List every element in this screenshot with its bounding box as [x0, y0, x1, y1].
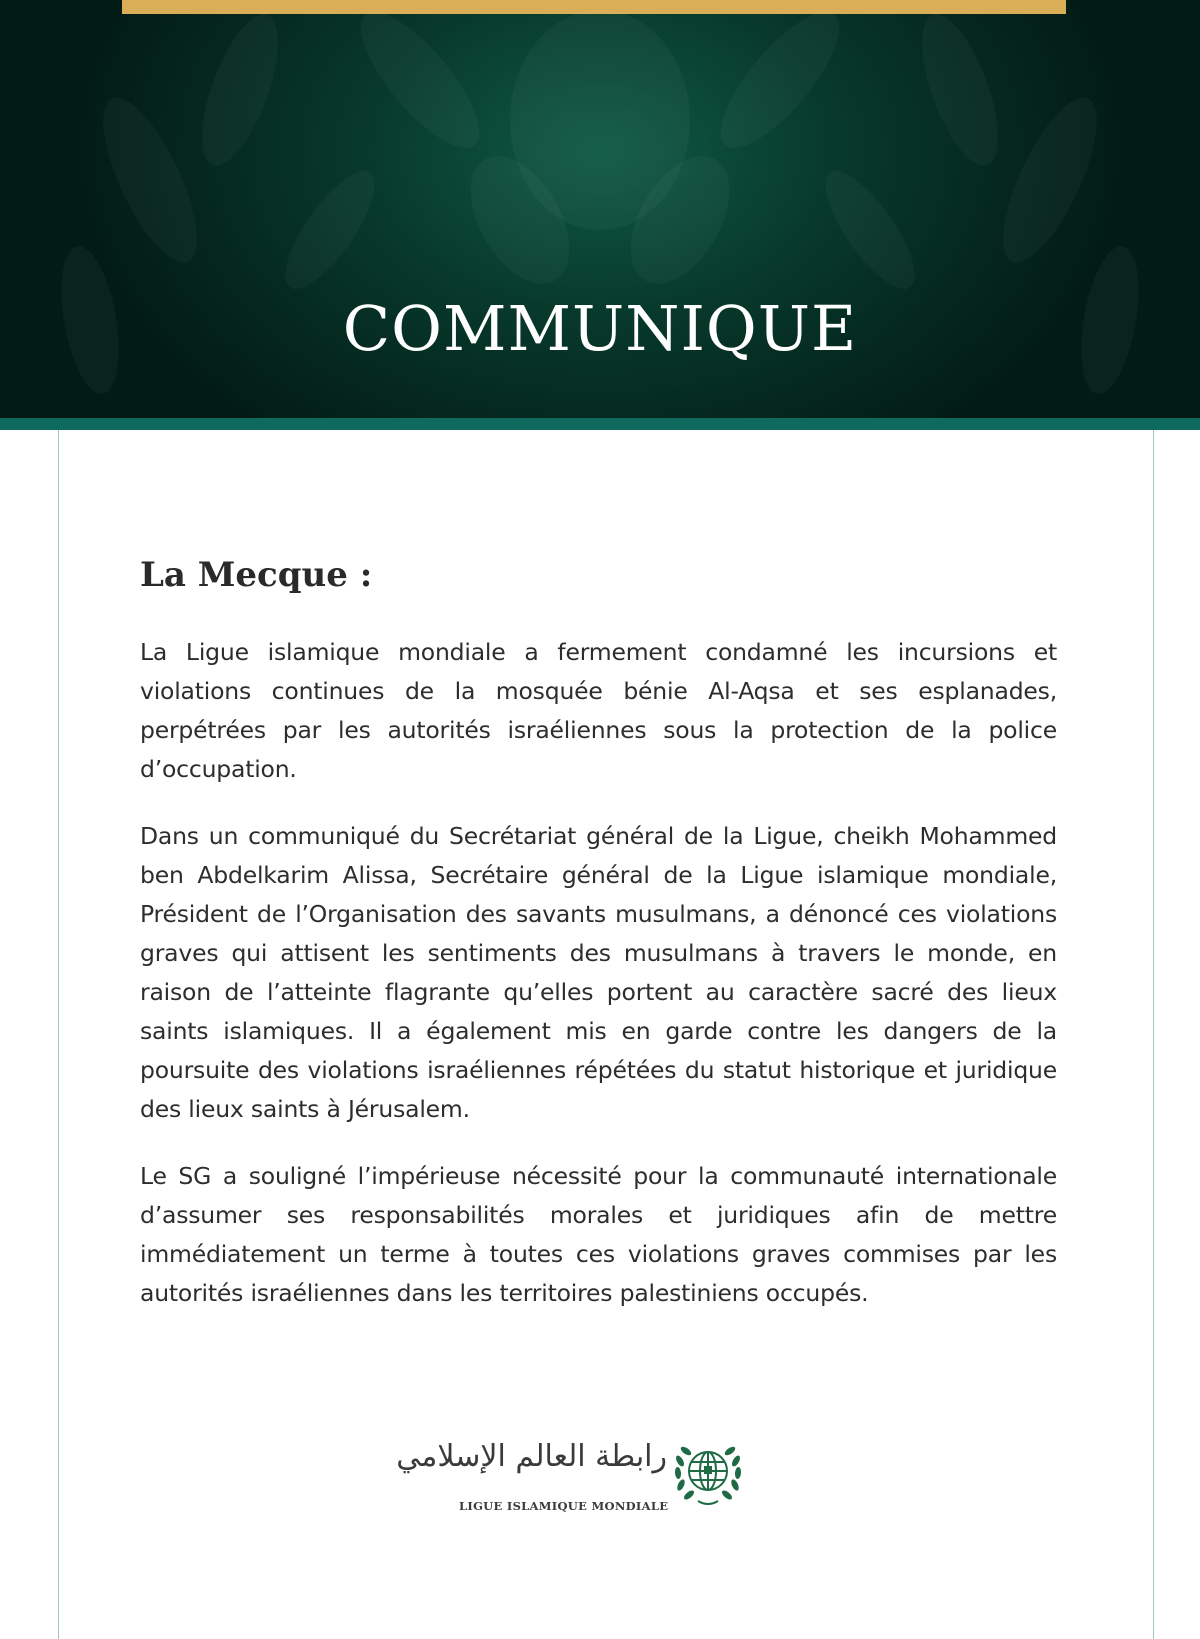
communique-body [140, 555, 1057, 1341]
header-banner [0, 0, 1200, 430]
header-divider [0, 418, 1200, 430]
logo-arabic-name: رابطة العالم الإسلامي [396, 1439, 667, 1474]
globe-wreath-icon [670, 1435, 746, 1511]
organization-logo [396, 1435, 755, 1515]
paragraph-2: Dans un communiqué du Secrétariat général de la Ligue, cheikh Mohammed ben Abdelkarim Alissa, Secrétaire général de la Ligue islamique mondiale, Président de l’Organisation des savants musulmans, a dénoncé ces violations graves qui attisent les sentiments des musulmans à travers le monde, en raison de l’atteinte flagrante qu’elles portent au caractère sacré des lieux saints islamiques. Il a également mis en garde contre les dangers de la poursuite des violations israéliennes répétées du statut historique et juridique des lieux saints à Jérusalem. [140, 822, 1057, 1123]
page-title: COMMUNIQUE [342, 292, 858, 365]
frame-left-border [58, 430, 59, 1639]
frame-right-border [1153, 430, 1154, 1639]
paragraph-1: La Ligue islamique mondiale a fermement condamné les incursions et violations continues de la mosquée bénie Al-Aqsa et ses esplanades, perpétrées par les autorités israéliennes sous la protection de la police d’occupation. [140, 638, 1057, 783]
dateline-location: La Mecque : [140, 555, 373, 595]
logo-latin-name: LIGUE ISLAMIQUE MONDIALE [459, 1499, 669, 1513]
paragraph-3: Le SG a souligné l’impérieuse nécessité pour la communauté internationale d’assumer ses responsabilités morales et juridiques afin de mettre immédiatement un terme à toutes ces violations graves commises par les autorités israéliennes dans les territoires palestiniens occupés. [140, 1162, 1057, 1307]
olive-branch-pattern-icon [0, 0, 1200, 430]
